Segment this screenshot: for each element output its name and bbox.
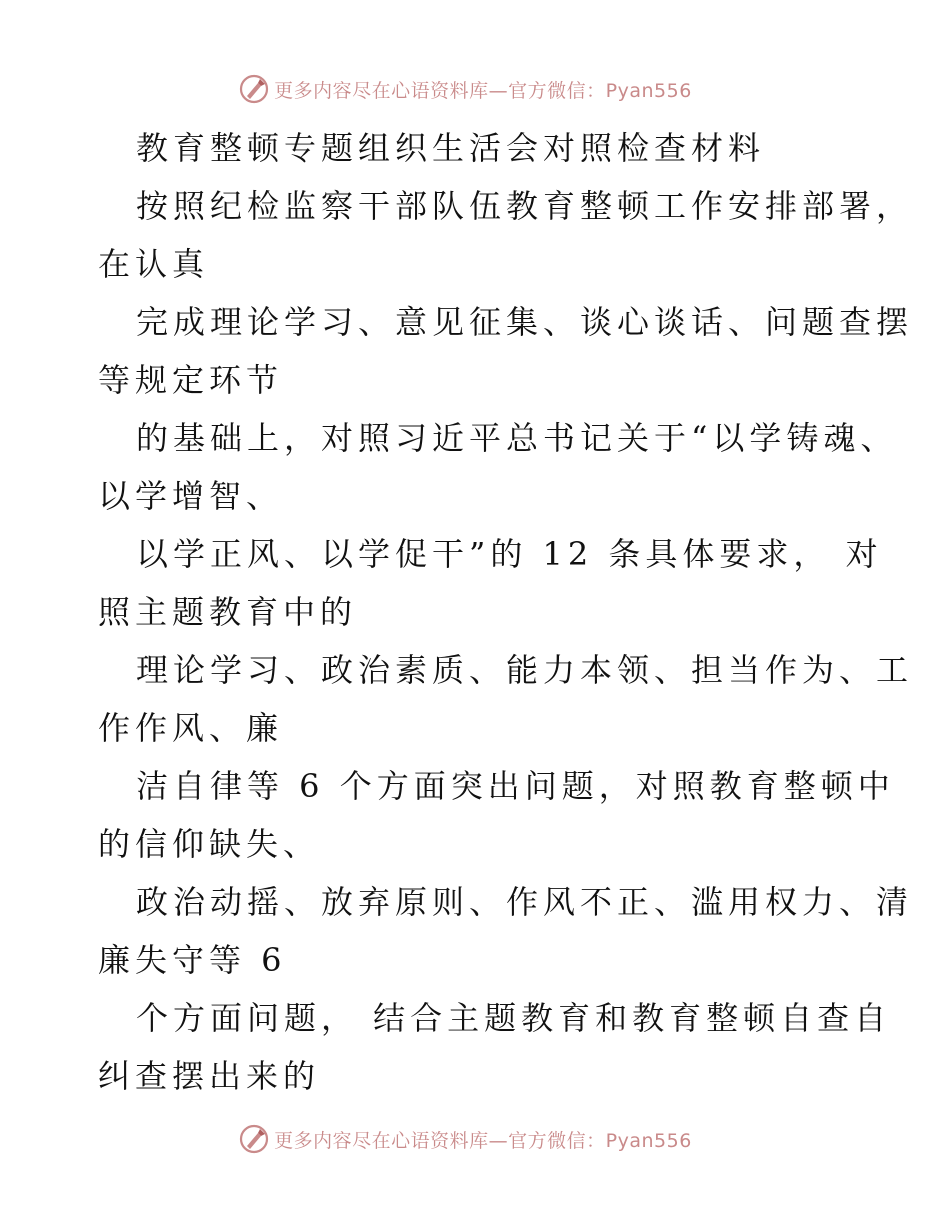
text-line: 作作风、廉: [98, 709, 284, 747]
text-line: 完成理论学习、意见征集、谈心谈话、问题查摆: [136, 303, 914, 341]
text-line: 在认真: [98, 245, 210, 283]
pen-logo-icon: [238, 1123, 270, 1155]
document-title: 教育整顿专题组织生活会对照检查材料: [136, 129, 766, 167]
text-line: 的基础上，对照习近平总书记关于“以学铸魂、: [136, 419, 898, 457]
watermark-text: 更多内容尽在心语资料库—官方微信：Pyan556: [274, 1129, 692, 1152]
text-line: 照主题教育中的: [98, 593, 358, 631]
text-line: 纠查摆出来的: [98, 1057, 321, 1095]
text-line: 按照纪检监察干部队伍教育整顿工作安排部署，: [136, 187, 914, 225]
text-line: 的信仰缺失、: [98, 825, 321, 863]
text-line: 洁自律等 6 个方面突出问题，对照教育整顿中: [136, 767, 895, 805]
text-line: 政治动摇、放弃原则、作风不正、滥用权力、清: [136, 883, 914, 921]
text-line: 理论学习、政治素质、能力本领、担当作为、工: [136, 651, 914, 689]
header-watermark: [0, 72, 950, 106]
footer-watermark: [0, 1122, 950, 1156]
watermark-text: 更多内容尽在心语资料库—官方微信：Pyan556: [274, 79, 692, 102]
text-line: 等规定环节: [98, 361, 284, 399]
text-line: 个方面问题， 结合主题教育和教育整顿自查自: [136, 999, 892, 1037]
text-line: 以学正风、以学促干”的 12 条具体要求， 对: [136, 535, 883, 573]
text-line: 廉失守等 6: [98, 941, 287, 979]
text-line: 以学增智、: [98, 477, 284, 515]
pen-logo-icon: [238, 73, 270, 105]
